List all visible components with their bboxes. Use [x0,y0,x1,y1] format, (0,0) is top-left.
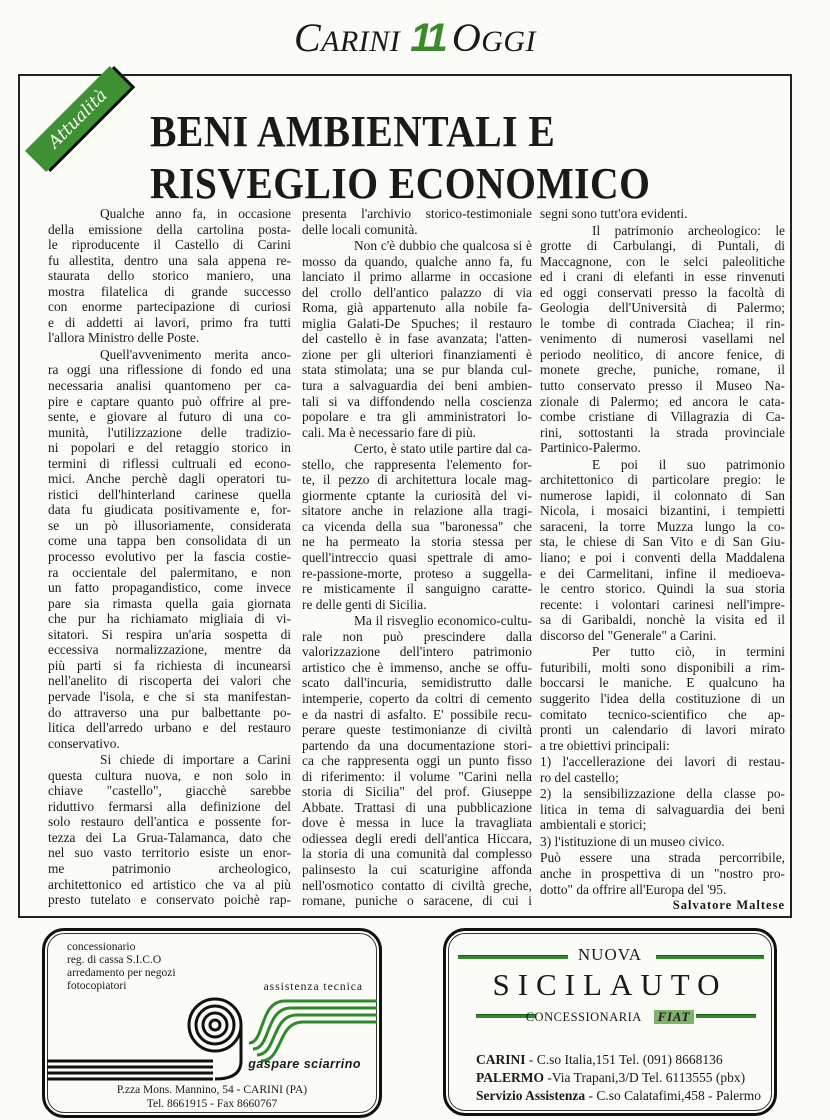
text-line: sitatori. Si respira un'aria sospetta di [48,626,291,642]
text-line: riduttivo fermarsi alla definizione del [48,798,291,814]
issue-number-logo: 11 [410,16,444,60]
text-line: dove è messa in luce la travagliata [302,815,532,831]
text-line: del castello è in fase avanzata; l'atten- [302,331,532,347]
text-line: storia di Sicilia" del prof. Giuseppe [302,784,532,800]
paragraph [302,206,532,237]
paragraph [540,754,785,785]
text-line: miglia Galati-De Spuches; il restauro [302,315,532,331]
text-line: liano; e poi i conventi della Maddalena [540,550,785,566]
text-line: artistico che è immenso, anche se offu- [302,659,532,675]
text-line: che pur ha richiamato migliaia di vi- [48,611,291,627]
text-line: solo restauro dell'antica e possente for- [48,814,291,830]
text-line: delle locali comunità. [302,221,418,237]
text-line: stata stimolata; una se pur blanda cul- [302,362,532,378]
text-line: nell'osmotico contatto di civiltà greche, [302,877,532,893]
contact-detail: - C.so Calatafimi,458 - Palermo [585,1088,761,1103]
text-line: tutto conservato presso il Museo Na- [540,378,785,394]
text-line: venimento di numerosi vasellami nel [540,331,785,347]
text-line: re misticamente il sanguigno caratte- [302,581,532,597]
text-line: 1) l'accellerazione dei lavori di restau- [540,754,785,770]
title-line: BENI AMBIENTALI E [150,107,556,156]
text-line: come una tappa ben consolidata di un [48,533,291,549]
text-line: zione per gli ulteriori finanziamenti è [302,346,532,362]
paragraph [540,457,785,644]
text-line: con enorme partecipazione di curiosi [48,299,291,315]
text-line: nell'anelito di riscoperta dei valori che [48,673,291,689]
text-line: Quell'avvenimento merita anco- [100,346,291,362]
paragraph [540,834,785,850]
text-line: mici. Anche perchè dagli operatori tu- [48,471,291,487]
contact-city: PALERMO [476,1070,544,1085]
text-line: data fu giudicata positivamente e, for- [48,502,291,518]
paragraph [48,752,291,907]
text-line: Maccagnone, con le selci paleolitiche [540,253,785,269]
text-line: processo evolutivo per la fascia costie- [48,549,291,565]
ad-phone-line: Tel. 8661915 - Fax 8660767 [146,1098,278,1110]
text-line: e dei Carmelitani, infine il medioeva- [540,565,785,581]
text-line: ed i crani di elefanti in esse rinvenuti [540,269,785,285]
text-line: palinsesto la cui scaturigine affonda [302,861,532,877]
text-line: rini, sottostanti la strada provinciale [540,424,785,440]
text-line: ro del castello; [540,769,619,785]
text-line: un fatto propagandistico, come invece [48,580,291,596]
text-line: sitatore anche in relazione alla tragi- [302,503,532,519]
text-line: 3) l'istituzione di un museo civico. [540,833,725,849]
text-line: e da nastri di asfalto. E' possibile recu- [302,706,532,722]
contact-line [476,1051,761,1069]
paragraph [540,206,785,222]
text-line: valorizzazione dell'intero patrimonio [302,644,532,660]
text-line: Qualche anno fa, in occasione [100,206,291,221]
text-line: perare queste testimonianze di civiltà [302,722,532,738]
text-line: quell'intreccio quasi spettrale di amo- [302,550,532,566]
text-line: termini di riflessi cultruali ed econo- [48,455,291,471]
paragraph [540,223,785,456]
text-line: Partinico-Palermo. [540,440,641,456]
text-line: Per tutto ciò, in termini [592,644,785,660]
text-line: staurata dello storico maniero, una [48,268,291,284]
text-line: ne ha permeato la storia stessa per [302,534,532,550]
paragraph [48,206,291,346]
text-line: combe cristiane di Villagrazia di Ca- [540,409,785,425]
text-column-3 [540,206,785,914]
concessionaria-label: CONCESSIONARIA [525,1010,642,1024]
text-line: partendo da una documentazione stori- [302,737,532,753]
ad-dealer-name: SICILAUTO [492,967,728,1002]
text-line: sente, e giovare al futuro di una co- [48,409,291,425]
text-line: architettonico di particolare pregio: le [540,472,785,488]
text-line: re delle genti di Sicilia. [302,596,427,612]
text-line: dotto" da offrire all'Europa del '95. [540,881,727,897]
fiat-logo: FIAT [654,1010,695,1024]
text-line: re-passione-morte, proteso a suggella- [302,565,532,581]
text-line: ambientali e storici; [540,817,647,833]
text-line: te, il pezzo di architettura locale mag- [302,472,532,488]
contact-city: CARINI [476,1052,526,1067]
text-line: chiave "castello", giacchè sarebbe [48,783,291,799]
text-line: stello, che rappresenta l'elemento for- [302,456,532,472]
text-line: rale non può prescindere dalla [302,628,532,644]
text-line: tura a salvaguardia dei beni ambien- [302,378,532,394]
text-line: ristici dell'hinterland carinese quella [48,486,291,502]
text-line: del crollo dell'antico palazzo di via [302,284,532,300]
text-line: popolare e tra gli amministratori lo- [302,409,532,425]
ad-contacts [476,1051,761,1105]
text-line: e di addetti ai lavori, primo fra tutti [48,314,291,330]
text-line: Certo, è stato utile partire dal ca- [354,441,532,457]
text-line: mosso da quando, qualche anno fa, fu [302,253,532,269]
paragraph [540,786,785,833]
masthead-text: ARINI [321,25,409,58]
text-line: ed oggi conservati presso la facoltà di [540,284,785,300]
contact-city: Servizio Assistenza [476,1088,586,1103]
text-line: scato dall'incuria, semidistrutto dalle [302,675,532,691]
text-line: anche in prospettiva di un "nostro pro- [540,865,785,881]
text-line: questa cultura nuova, e non solo in [48,767,291,783]
text-line: comitato tecnico-scientifico che ap- [540,706,785,722]
text-line: le tombe di contrada Ciachea; il rin- [540,315,785,331]
text-line: E poi il suo patrimonio [592,456,785,472]
text-line: necessaria analisi quantomeno per ca- [48,378,291,394]
text-line: me patrimonio archeologico, [48,860,291,876]
text-line: futuribili, molti sono disponibili a rim- [540,659,785,675]
ad-assistance-label: assistenza tecnica [263,981,363,993]
text-line: Non c'è dubbio che qualcosa si è [354,238,532,254]
ad-service-line: arredamento per negozi [67,967,176,979]
ad-nuova-label: NUOVA [577,945,643,964]
text-line: Può essere una strada percorribile, [540,850,785,866]
text-line: le centro storico. Quindi la sua storia [540,581,785,597]
text-line: architettonico ed artistico che va al più [48,876,291,892]
text-line: fu allestita, dentro una sala appena re- [48,252,291,268]
text-line: discorso del "Generale" a Carini. [540,627,717,643]
text-line: Roma, già appartenuto alla nobile fa- [302,300,532,316]
text-line: ni popolari e del retaggio storico in [48,440,291,456]
text-line: ra occientale del palermitano, e non [48,564,291,580]
paragraph [540,850,785,897]
ad-services-list [67,941,176,993]
text-line: intemperie, coperto da coltri di cemento [302,690,532,706]
text-line: ra oggi una riflessione di fondo ed una [48,362,291,378]
masthead [0,14,830,61]
ad-service-line: reg. di cassa S.I.C.O [67,954,162,966]
text-line: suggerito l'idea della costituzione di un [540,690,785,706]
contact-detail: - C.so Italia,151 Tel. (091) 8668136 [525,1052,723,1067]
text-line: litica in tema di salvaguardia dei beni [540,801,785,817]
contact-line [476,1069,761,1087]
text-line: Ma il risveglio economico-cultu- [354,613,532,629]
text-line: presto tutelato e conservato poichè rap- [48,892,291,908]
contact-line [476,1087,761,1105]
text-column-2 [302,206,532,910]
text-line: Il patrimonio archeologico: le [592,222,785,238]
text-line: pire e captare quanto può offrire al pre- [48,393,291,409]
text-line: eccessiva normalizzazione, mentre da [48,642,291,658]
text-line: giormente cptante la curiosità del vi- [302,487,532,503]
text-line: monete greche, puniche, romane, il [540,362,785,378]
advertisement-gaspare-sciarrino [42,928,382,1118]
text-line: 2) la sensibilizzazione della classe po- [540,786,785,802]
text-line: romane, puniche o saracene, di cui i [302,893,532,909]
text-line: Si chiede di importare a Carini [100,752,291,768]
text-line: di riferimento: il volume "Carini nella [302,768,532,784]
masthead-text: GGI [481,25,537,58]
text-line: lanciato il primo allarme in occasione [302,269,532,285]
paragraph [302,613,532,908]
text-line: pare sia rimasta quella gaia giornata [48,595,291,611]
text-line: odiessea degli eredi dell'antica Hiccara, [302,830,532,846]
ad-brand-name: gaspare sciarrino [248,1057,361,1071]
ad-concessionaria [446,1010,774,1025]
text-line: periodo neolitico, di ancore fenice, di [540,346,785,362]
ad-service-line: concessionario [67,941,136,953]
paragraph [302,238,532,440]
text-line: a tre obiettivi principali: [540,737,670,753]
ad-address-line: P.zza Mons. Mannino, 54 - CARINI (PA) [116,1084,308,1096]
text-line: do attraverso una pur balbettante po- [48,704,291,720]
text-line: Nicola, i mosaici bizantini, i tempietti [540,503,785,519]
author-signature: Salvatore Maltese [672,898,785,913]
text-line: tezza dei La Grua-Talamanca, dato che [48,829,291,845]
paragraph [302,441,532,612]
text-line: sa di Garibaldi, nonchè la visita ed il [540,612,785,628]
contact-detail: -Via Trapani,3/D Tel. 6113555 (pbx) [544,1070,746,1085]
ad-service-line: fotocopiatori [67,980,127,992]
text-line: nel suo vasto territorio esiste un enor- [48,845,291,861]
title-line: RISVEGLIO ECONOMICO [150,159,651,208]
text-line: zionale di Palermo; ed ancora le cata- [540,393,785,409]
text-line: la storia di una comunità dal complesso [302,846,532,862]
text-line: presenta l'archivio storico-testimoniale [302,206,532,221]
text-line: cali. Ma è necessario fare di più. [302,424,476,440]
text-line: conservativo. [48,735,120,751]
masthead-letter: C [293,15,322,60]
article-title [150,106,650,210]
text-line: pervade l'isola, e che si sta manifestan- [48,688,291,704]
ad-address [45,1083,379,1111]
text-line: segni sono tutt'ora evidenti. [540,206,688,221]
text-line: boccarsi le maniche. E qualcuno ha [540,675,785,691]
text-line: litica dell'arredo urbano e del restauro [48,720,291,736]
text-line: ca vicenda della sua "baronessa" che [302,518,532,534]
paragraph [48,347,291,751]
text-line: saraceni, la torre Muzza lungo la co- [540,518,785,534]
text-line: mostra filatelica di grande successo [48,283,291,299]
text-line: recente: i volontari carinesi nell'impre- [540,596,785,612]
text-line: munità, l'utilizzazione delle tradizio- [48,424,291,440]
text-line: tali si va diffondendo nella coscienza [302,393,532,409]
text-line: numerose lapidi, il colonnato di San [540,487,785,503]
text-line: l'allora Ministro delle Poste. [48,330,200,346]
masthead-letter: O [451,15,482,60]
text-column-1 [48,206,291,909]
gs-logo-icon [45,995,379,1085]
advertisement-sicilauto [443,928,777,1116]
text-line: Abbate. Trattasi di una pubblicazione [302,799,532,815]
text-line: della emissione della cartolina posta- [48,221,291,237]
text-line: ca che rappresenta oggi un punto fisso [302,753,532,769]
text-line: se un pò illusoriamente, considerata [48,517,291,533]
text-line: Geologia dell'Università di Palermo; [540,300,785,316]
text-line: sta, le chiese di San Vito e di San Giu- [540,534,785,550]
text-line: pronti un calendario di lavori mirato [540,722,785,738]
text-line: più parti si fa richiesta di incunearsi [48,657,291,673]
text-line: le riproducente il Castello di Carini [48,237,291,253]
section-ribbon: Attualità [25,66,131,172]
paragraph [540,644,785,753]
text-line: grotte di Carbulangi, di Puntali, di [540,238,785,254]
